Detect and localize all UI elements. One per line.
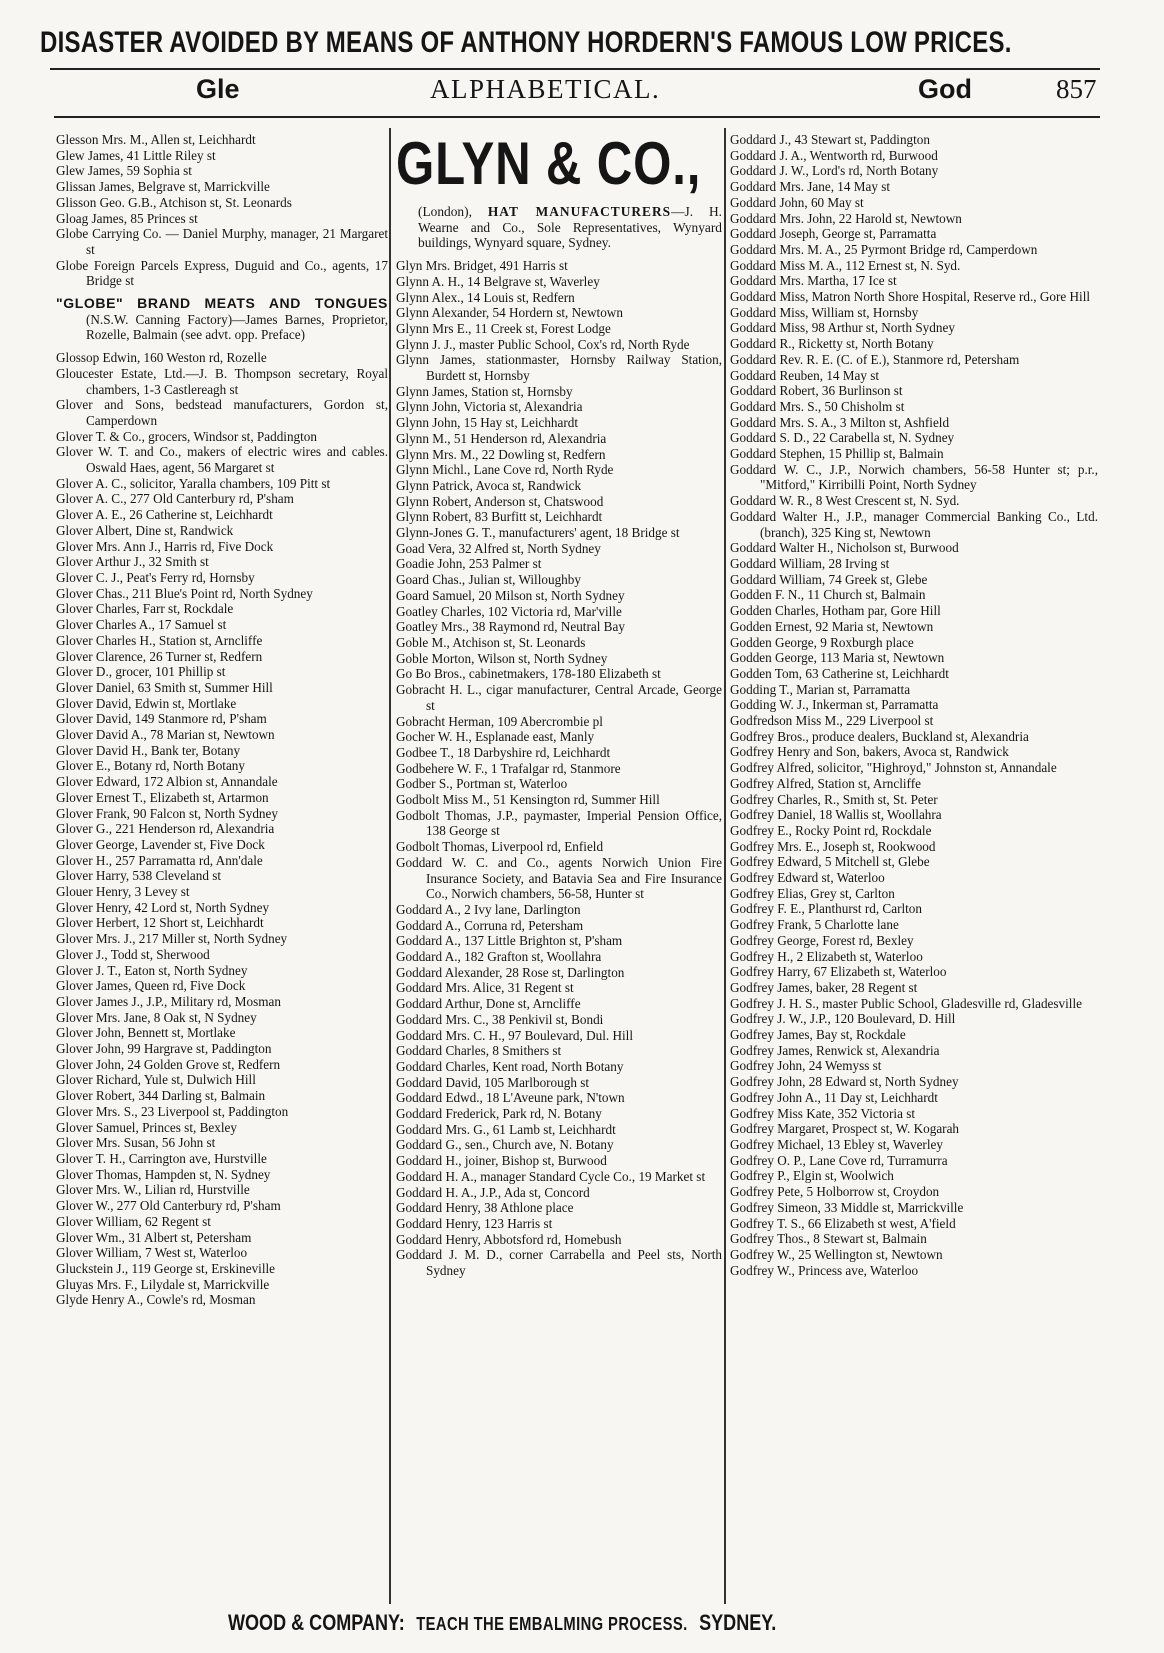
directory-entry: Godfrey E., Rocky Point rd, Rockdale	[730, 822, 932, 838]
directory-entry: Glover H., 257 Parramatta rd, Ann'dale	[56, 852, 263, 868]
directory-entry: Godfrey Alfred, Station st, Arncliffe	[730, 775, 921, 791]
directory-entry: Glover W. T. and Co., makers of electric wires and cables. Oswald Haes, agent, 56 Margaret st	[56, 444, 388, 476]
directory-entry: Goddard H. A., J.P., Ada st, Concord	[396, 1184, 590, 1200]
directory-entry: Goddard Walter H., J.P., manager Commercial Banking Co., Ltd. (branch), 325 King st, Newtown	[730, 508, 1098, 540]
directory-entry: Glyde Henry A., Cowle's rd, Mosman	[56, 1292, 256, 1308]
directory-entry: Godbee T., 18 Darbyshire rd, Leichhardt	[396, 744, 611, 760]
directory-entry: Gloag James, 85 Princes st	[56, 210, 198, 226]
directory-entry: Goddard W. C., J.P., Norwich chambers, 56-58 Hunter st; p.r., "Mitford," Kirribilli Point, North Sydney	[730, 461, 1098, 493]
directory-entry: Godfrey Edward st, Waterloo	[730, 870, 885, 886]
directory-entry: Godden Charles, Hotham par, Gore Hill	[730, 603, 941, 619]
directory-entry: Glover Thomas, Hampden st, N. Sydney	[56, 1166, 271, 1182]
directory-entry: Glynn James, stationmaster, Hornsby Railway Station, Burdett st, Hornsby	[396, 352, 722, 384]
directory-entry: Goddard H. A., manager Standard Cycle Co., 19 Market st	[396, 1168, 706, 1184]
directory-entry: Glover David, Edwin st, Mortlake	[56, 695, 237, 711]
directory-entry: Godding W. J., Inkerman st, Parramatta	[730, 697, 939, 713]
directory-entry: Godfrey F. E., Planthurst rd, Carlton	[730, 901, 922, 917]
directory-entry: Glover Daniel, 63 Smith st, Summer Hill	[56, 679, 273, 695]
directory-entry: Godfrey W., Princess ave, Waterloo	[730, 1262, 919, 1278]
directory-entry: Goddard Robert, 36 Burlinson st	[730, 383, 903, 399]
directory-entry: Glynn James, Station st, Hornsby	[396, 383, 573, 399]
directory-entry: Goddard Henry, Abbotsford rd, Homebush	[396, 1231, 622, 1247]
directory-entry: Goddard Miss, Matron North Shore Hospital, Reserve rd., Gore Hill	[730, 289, 1091, 305]
directory-entry: Goddard R., Ricketty st, North Botany	[730, 336, 934, 352]
directory-entry: Godfrey Frank, 5 Charlotte lane	[730, 917, 899, 933]
globe-advert-name: "GLOBE" BRAND MEATS AND TONGUES	[56, 295, 388, 312]
directory-entry: Goddard Henry, 123 Harris st	[396, 1216, 553, 1231]
directory-entry: Glynn Robert, Anderson st, Chatswood	[396, 493, 604, 509]
directory-entry: Godfrey James, Renwick st, Alexandria	[730, 1042, 940, 1058]
directory-entry: Goddard Miss M. A., 112 Ernest st, N. Syd.	[730, 257, 961, 273]
directory-entry: Goddard Mrs. G., 61 Lamb st, Leichhardt	[396, 1121, 616, 1137]
directory-entry: Glover Henry, 42 Lord st, North Sydney	[56, 899, 270, 915]
directory-entry: Goddard Miss, William st, Hornsby	[730, 304, 919, 320]
directory-entry: Go Bo Bros., cabinetmakers, 178-180 Elizabeth st	[396, 666, 661, 682]
directory-entry: Glover A. C., 277 Old Canterbury rd, P'sham	[56, 491, 294, 507]
directory-entry: Gobracht Herman, 109 Abercrombie pl	[396, 713, 603, 729]
banner-rule	[50, 68, 1100, 70]
directory-entry: Glover and Sons, bedstead manufacturers, Gordon st, Camperdown	[56, 397, 388, 428]
directory-entry: Glover E., Botany rd, North Botany	[56, 758, 245, 774]
spacer	[56, 343, 388, 350]
directory-entry: Godfrey Harry, 67 Elizabeth st, Waterloo	[730, 964, 947, 980]
directory-entry: Glynn A. H., 14 Belgrave st, Waverley	[396, 273, 600, 289]
directory-entry: Glover T. H., Carrington ave, Hurstville	[56, 1151, 267, 1166]
directory-entry: Goddard Charles, 8 Smithers st	[396, 1043, 562, 1059]
directory-entry: Godfrey P., Elgin st, Woolwich	[730, 1168, 894, 1184]
directory-entry: Glover John, 99 Hargrave st, Paddington	[56, 1041, 272, 1057]
glyn-advert-trade: HAT MANUFACTURERS	[487, 204, 672, 219]
directory-entry: Glover Robert, 344 Darling st, Balmain	[56, 1088, 266, 1104]
directory-entry: Glover Herbert, 12 Short st, Leichhardt	[56, 915, 264, 931]
directory-entry: Glover Chas., 211 Blue's Point rd, North Sydney	[56, 585, 313, 601]
directory-entry: Goddard Arthur, Done st, Arncliffe	[396, 996, 581, 1012]
directory-entry: Glover David H., Bank ter, Botany	[56, 742, 241, 758]
directory-entry: Goddard Mrs. S., 50 Chisholm st	[730, 398, 905, 414]
directory-entry: Godfrey W., 25 Wellington st, Newtown	[730, 1246, 943, 1262]
directory-entry: Godfrey Daniel, 18 Wallis st, Woollahra	[730, 807, 942, 823]
directory-entry: Godbolt Miss M., 51 Kensington rd, Summer Hill	[396, 792, 660, 808]
globe-advert	[56, 296, 388, 343]
glyn-advert-text-start: (London),	[418, 204, 472, 219]
directory-entry: Glover C. J., Peat's Ferry rd, Hornsby	[56, 569, 255, 585]
directory-entry: Godber S., Portman st, Waterloo	[396, 776, 568, 792]
directory-entry: Godfrey John A., 11 Day st, Leichhardt	[730, 1089, 938, 1105]
spacer	[396, 251, 722, 258]
directory-entry: Glover A. C., solicitor, Yaralla chambers, 109 Pitt st	[56, 475, 331, 491]
directory-entry: Glover Mrs. J., 217 Miller st, North Sydney	[56, 931, 288, 947]
directory-entry: Goddard Mrs. John, 22 Harold st, Newtown	[730, 210, 962, 226]
directory-entry: Glover Wm., 31 Albert st, Petersham	[56, 1229, 252, 1245]
directory-entry: Gobracht H. L., cigar manufacturer, Central Arcade, George st	[396, 682, 722, 713]
directory-entry: Godfrey John, 24 Wemyss st	[730, 1058, 882, 1074]
directory-entry: Godfrey O. P., Lane Cove rd, Turramurra	[730, 1152, 948, 1168]
directory-entry: Godfrey H., 2 Elizabeth st, Waterloo	[730, 948, 923, 964]
directory-entry: Glynn M., 51 Henderson rd, Alexandria	[396, 430, 607, 446]
directory-entry: Godden Ernest, 92 Maria st, Newtown	[730, 618, 934, 634]
directory-entry: Glover James, Queen rd, Five Dock	[56, 978, 246, 994]
directory-entry: Goddard Mrs. Alice, 31 Regent st	[396, 980, 574, 996]
directory-entry: Goddard Mrs. Martha, 17 Ice st	[730, 273, 897, 289]
glyn-advert-title: GLYN & CO.,	[396, 130, 702, 197]
directory-entry: Glover Ernest T., Elizabeth st, Artarmon	[56, 789, 269, 805]
directory-entry: Glover D., grocer, 101 Phillip st	[56, 664, 226, 680]
header-rule	[54, 116, 1100, 118]
directory-entry: Goddard Mrs. C., 38 Penkivil st, Bondi	[396, 1011, 604, 1027]
directory-entry: Goadie John, 253 Palmer st	[396, 556, 542, 572]
directory-entry: Godding T., Marian st, Parramatta	[730, 681, 911, 697]
directory-entry: Glisson Geo. G.B., Atchison st, St. Leonards	[56, 194, 292, 210]
directory-entry: Goddard Mrs. S. A., 3 Milton st, Ashfield	[730, 414, 950, 430]
bottom-advert-company: WOOD & COMPANY:	[228, 1610, 405, 1635]
directory-entry: Goddard Mrs. Jane, 14 May st	[730, 179, 891, 195]
directory-entry: Glew James, 41 Little Riley st	[56, 147, 216, 163]
directory-entry: Goddard H., joiner, Bishop st, Burwood	[396, 1153, 607, 1169]
directory-entry: Glover Richard, Yule st, Dulwich Hill	[56, 1072, 256, 1088]
globe-advert-text: (N.S.W. Canning Factory)—James Barnes, Proprietor, Rozelle, Balmain (see advt. opp. Preface)	[86, 311, 388, 343]
directory-entry: Goddard Alexander, 28 Rose st, Darlington	[396, 964, 625, 980]
directory-entry: Goard Chas., Julian st, Willoughby	[396, 572, 581, 588]
directory-entry: Godden George, 9 Roxburgh place	[730, 634, 914, 650]
directory-entry: Goard Samuel, 20 Milson st, North Sydney	[396, 587, 625, 603]
directory-entry: Gluyas Mrs. F., Lilydale st, Marrickville	[56, 1276, 270, 1292]
directory-entry: Glissan James, Belgrave st, Marrickville	[56, 179, 270, 195]
directory-entry: Glover Frank, 90 Falcon st, North Sydney	[56, 805, 278, 821]
directory-entry: Glyn Mrs. Bridget, 491 Harris st	[396, 258, 568, 274]
directory-entry: Godfrey Charles, R., Smith st, St. Peter	[730, 791, 938, 807]
column-divider	[389, 128, 391, 1604]
directory-entry: Goddard J. W., Lord's rd, North Botany	[730, 163, 939, 179]
directory-entry: Godfredson Miss M., 229 Liverpool st	[730, 713, 934, 729]
directory-entry: Gluckstein J., 119 George st, Erskineville	[56, 1260, 276, 1276]
directory-entry: Glynn Mrs. M., 22 Dowling st, Redfern	[396, 446, 606, 462]
directory-entry: Glover Samuel, Princes st, Bexley	[56, 1119, 237, 1135]
column-2-entries	[396, 258, 722, 1279]
directory-entry: Glover Mrs. Ann J., Harris rd, Five Dock	[56, 538, 274, 554]
directory-entry: Goddard William, 28 Irving st	[730, 555, 890, 571]
directory-entry: Glover John, Bennett st, Mortlake	[56, 1025, 236, 1041]
directory-entry: Godfrey Mrs. E., Joseph st, Rookwood	[730, 838, 936, 854]
directory-entry: Godden George, 113 Maria st, Newtown	[730, 650, 945, 666]
directory-entry: Glover T. & Co., grocers, Windsor st, Paddington	[56, 428, 317, 444]
directory-entry: Glover Mrs. Susan, 56 John st	[56, 1135, 216, 1151]
directory-entry: Godbolt Thomas, J.P., paymaster, Imperial Pension Office, 138 George st	[396, 807, 722, 839]
directory-entry: Godfrey Simeon, 33 Middle st, Marrickville	[730, 1199, 964, 1215]
directory-entry: Godfrey James, Bay st, Rockdale	[730, 1027, 906, 1043]
directory-entry: Glover Harry, 538 Cleveland st	[56, 868, 222, 884]
directory-entry: Glover Arthur J., 32 Smith st	[56, 554, 209, 570]
directory-entry: Goddard Stephen, 15 Phillip st, Balmain	[730, 446, 944, 462]
directory-entry: Godfrey Thos., 8 Stewart st, Balmain	[730, 1231, 927, 1247]
column-1	[56, 132, 388, 1308]
directory-entry: Goddard S. D., 22 Carabella st, N. Sydney	[730, 430, 955, 446]
directory-entry: Goddard Rev. R. E. (C. of E.), Stanmore rd, Petersham	[730, 351, 1020, 367]
directory-entry: Glover Charles A., 17 Samuel st	[56, 617, 227, 633]
directory-entry: Godfrey Pete, 5 Holborrow st, Croydon	[730, 1184, 940, 1200]
directory-entry: Godfrey George, Forest rd, Bexley	[730, 932, 914, 948]
directory-entry: Glover David, 149 Stanmore rd, P'sham	[56, 711, 267, 727]
directory-entry: Goddard Joseph, George st, Parramatta	[730, 226, 937, 242]
directory-entry: Glew James, 59 Sophia st	[56, 163, 192, 179]
directory-entry: Godfrey James, baker, 28 Regent st	[730, 979, 918, 995]
directory-entry: Goddard Mrs. C. H., 97 Boulevard, Dul. Hill	[396, 1027, 633, 1043]
directory-entry: Glover Clarence, 26 Turner st, Redfern	[56, 648, 263, 664]
directory-entry: Goble Morton, Wilson st, North Sydney	[396, 650, 608, 666]
directory-entry: Godfrey Bros., produce dealers, Buckland st, Alexandria	[730, 728, 1029, 744]
directory-entry: Godbolt Thomas, Liverpool rd, Enfield	[396, 839, 604, 855]
bottom-advert-city: SYDNEY.	[699, 1610, 777, 1635]
directory-entry: Glover James J., J.P., Military rd, Mosman	[56, 993, 281, 1009]
column-divider	[724, 128, 726, 1604]
directory-entry: Godden F. N., 11 Church st, Balmain	[730, 587, 926, 603]
directory-entry: Godfrey John, 28 Edward st, North Sydney	[730, 1074, 959, 1090]
directory-entry: Godfrey Edward, 5 Mitchell st, Glebe	[730, 854, 930, 870]
glyn-advert	[396, 132, 722, 251]
directory-entry: Glynn Alexander, 54 Hordern st, Newtown	[396, 305, 623, 321]
directory-entry: Goddard William, 74 Greek st, Glebe	[730, 571, 928, 587]
directory-entry: Glover Charles, Farr st, Rockdale	[56, 601, 234, 617]
directory-entry: Glover Mrs. S., 23 Liverpool st, Paddington	[56, 1103, 289, 1119]
directory-entry: Godfrey J. W., J.P., 120 Boulevard, D. Hill	[730, 1011, 956, 1027]
directory-entry: Goddard Charles, Kent road, North Botany	[396, 1058, 624, 1074]
directory-entry: Goddard J. M. D., corner Carrabella and Peel sts, North Sydney	[396, 1247, 722, 1279]
directory-entry: Goddard A., 182 Grafton st, Woollahra	[396, 949, 602, 965]
directory-entry: Glynn Patrick, Avoca st, Randwick	[396, 477, 582, 493]
directory-entry: Glover William, 62 Regent st	[56, 1213, 211, 1229]
directory-entry: Glover Edward, 172 Albion st, Annandale	[56, 774, 278, 790]
bottom-advert-banner	[228, 1610, 776, 1636]
directory-entry: Glover J., Todd st, Sherwood	[56, 946, 210, 962]
directory-entry: Godden Tom, 63 Catherine st, Leichhardt	[730, 665, 949, 681]
directory-entry: Glover William, 7 West st, Waterloo	[56, 1245, 248, 1261]
directory-entry: Glynn John, 15 Hay st, Leichhardt	[396, 415, 579, 431]
directory-entry: Globe Foreign Parcels Express, Duguid and Co., agents, 17 Bridge st	[56, 257, 388, 289]
header-last-key: God	[918, 74, 972, 104]
directory-entry: Glover Mrs. Jane, 8 Oak st, N Sydney	[56, 1009, 257, 1025]
directory-entry: Glover Charles H., Station st, Arncliffe	[56, 632, 263, 648]
bottom-advert-slogan: TEACH THE EMBALMING PROCESS.	[416, 1614, 688, 1634]
directory-entry: Goddard J., 43 Stewart st, Paddington	[730, 132, 930, 147]
directory-entry: Goatley Mrs., 38 Raymond rd, Neutral Bay	[396, 619, 625, 635]
directory-entry: Goddard Reuben, 14 May st	[730, 367, 880, 383]
directory-entry: Godfrey Henry and Son, bakers, Avoca st, Randwick	[730, 744, 1009, 760]
directory-entry: Gloucester Estate, Ltd.—J. B. Thompson secretary, Royal chambers, 1-3 Castlereagh st	[56, 365, 388, 397]
directory-entry: Glover A. E., 26 Catherine st, Leichhardt	[56, 507, 273, 523]
directory-entry: Godfrey Margaret, Prospect st, W. Kogarah	[730, 1121, 960, 1137]
directory-entry: Goatley Charles, 102 Victoria rd, Mar'ville	[396, 603, 622, 619]
directory-entry: Goddard Frederick, Park rd, N. Botany	[396, 1106, 602, 1122]
directory-entry: Goddard A., 2 Ivy lane, Darlington	[396, 901, 581, 917]
directory-entry: Goddard A., Corruna rd, Petersham	[396, 917, 584, 933]
directory-entry: Goddard Edwd., 18 L'Aveune park, N'town	[396, 1090, 625, 1106]
directory-entry: Glynn John, Victoria st, Alexandria	[396, 399, 583, 415]
directory-entry: Goddard Henry, 38 Athlone place	[396, 1200, 574, 1216]
directory-entry: Godfrey J. H. S., master Public School, Gladesville rd, Gladesville	[730, 995, 1082, 1011]
directory-entry: Glover George, Lavender st, Five Dock	[56, 836, 265, 852]
directory-entry: Godfrey Michael, 13 Ebley st, Waverley	[730, 1137, 943, 1152]
directory-entry: Godfrey T. S., 66 Elizabeth st west, A'field	[730, 1215, 956, 1231]
directory-entry: Goddard John, 60 May st	[730, 194, 864, 210]
directory-entry: Goddard Miss, 98 Arthur st, North Sydney	[730, 320, 955, 336]
page-number: 857	[1056, 74, 1097, 104]
directory-entry: Godfrey Elias, Grey st, Carlton	[730, 885, 895, 901]
directory-entry: Glossop Edwin, 160 Weston rd, Rozelle	[56, 350, 267, 366]
directory-entry: Glynn Michl., Lane Cove rd, North Ryde	[396, 462, 614, 478]
directory-entry: Gocher W. H., Esplanade east, Manly	[396, 729, 595, 745]
directory-entry: Goddard David, 105 Marlborough st	[396, 1074, 590, 1090]
directory-entry: Glynn Alex., 14 Louis st, Redfern	[396, 289, 575, 305]
directory-entry: Glesson Mrs. M., Allen st, Leichhardt	[56, 132, 256, 147]
directory-entry: Goble M., Atchison st, St. Leonards	[396, 634, 586, 650]
directory-entry: Goddard Mrs. M. A., 25 Pyrmont Bridge rd, Camperdown	[730, 241, 1038, 257]
header-section-title: ALPHABETICAL.	[430, 74, 661, 104]
directory-entry: Glouer Henry, 3 Levey st	[56, 884, 190, 900]
directory-entry: Glover J. T., Eaton st, North Sydney	[56, 962, 248, 978]
directory-entry: Glover Mrs. W., Lilian rd, Hurstville	[56, 1182, 250, 1198]
directory-entry: Godfrey Alfred, solicitor, "Highroyd," Johnston st, Annandale	[730, 760, 1057, 776]
header-first-key: Gle	[196, 74, 240, 104]
directory-entry: Glover G., 221 Henderson rd, Alexandria	[56, 821, 275, 837]
directory-entry: Godfrey Miss Kate, 352 Victoria st	[730, 1105, 916, 1121]
directory-entry: Goddard Walter H., Nicholson st, Burwood	[730, 540, 959, 556]
directory-entry: Goddard A., 137 Little Brighton st, P'sham	[396, 933, 623, 949]
column-3	[730, 132, 1098, 1278]
directory-entry: Glover David A., 78 Marian st, Newtown	[56, 727, 275, 743]
directory-entry: Godbehere W. F., 1 Trafalgar rd, Stanmore	[396, 760, 621, 776]
directory-entry: Goddard G., sen., Church ave, N. Botany	[396, 1137, 614, 1153]
directory-entry: Glover Albert, Dine st, Randwick	[56, 522, 234, 538]
directory-entry: Glynn J. J., master Public School, Cox's rd, North Ryde	[396, 336, 690, 352]
directory-entry: Globe Carrying Co. — Daniel Murphy, manager, 21 Margaret st	[56, 226, 388, 257]
directory-entry: Glover W., 277 Old Canterbury rd, P'sham	[56, 1198, 281, 1214]
directory-entry: Goddard W. R., 8 West Crescent st, N. Syd.	[730, 493, 960, 509]
directory-entry: Goddard W. C. and Co., agents Norwich Union Fire Insurance Society, and Batavia Sea and Fire Insurance Co., Norwich chambers, 56-58, Hunter st	[396, 854, 722, 902]
directory-entry: Goad Vera, 32 Alfred st, North Sydney	[396, 540, 601, 556]
directory-entry: Glynn-Jones G. T., manufacturers' agent, 18 Bridge st	[396, 525, 680, 541]
glyn-advert-text-end: —J. H. Wearne and Co., Sole Representatives, Wynyard buildings, Wynyard square, Sydney.	[418, 204, 722, 251]
directory-entry: Glynn Mrs E., 11 Creek st, Forest Lodge	[396, 320, 611, 336]
directory-entry: Glover John, 24 Golden Grove st, Redfern	[56, 1056, 281, 1072]
column-2	[396, 132, 722, 1279]
directory-entry: Goddard J. A., Wentworth rd, Burwood	[730, 147, 938, 163]
glyn-advert-text	[396, 204, 722, 251]
top-advert-banner: DISASTER AVOIDED BY MEANS OF ANTHONY HORDERN'S FAMOUS LOW PRICES.	[40, 26, 1012, 59]
directory-entry: Glynn Robert, 83 Burfitt st, Leichhardt	[396, 509, 603, 525]
